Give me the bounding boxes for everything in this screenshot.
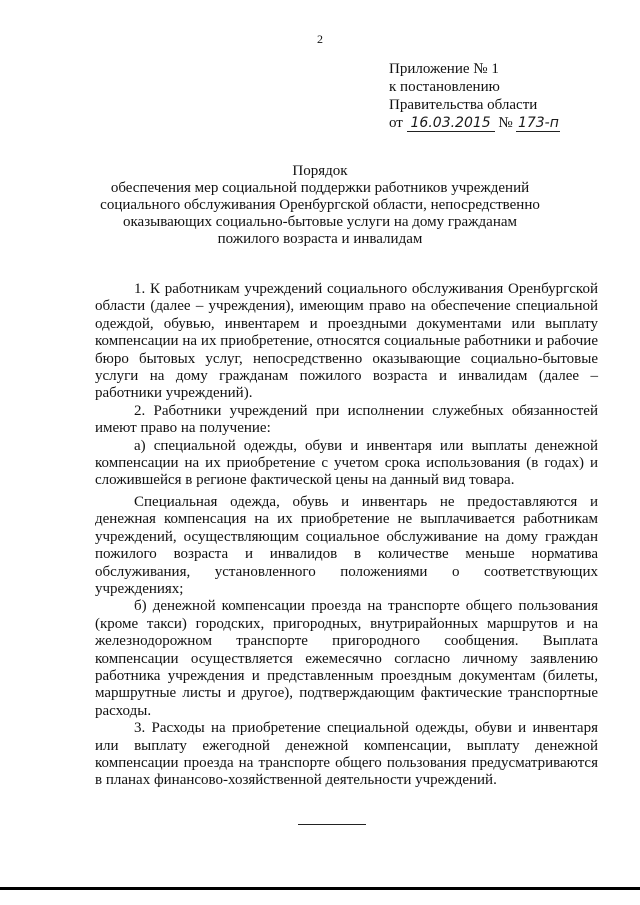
- appendix-date-line: [389, 114, 560, 132]
- page-number: 2: [317, 32, 323, 46]
- from-label: от: [389, 115, 403, 131]
- number-label: №: [498, 115, 513, 131]
- title-line-1: обеспечения мер социальной поддержки работников учреждений: [110, 180, 530, 196]
- title-line-3: оказывающих социально-бытовые услуги на дому гражданам: [122, 214, 518, 230]
- appendix-header: [389, 60, 560, 132]
- handwritten-date: 16.03.2015: [407, 116, 495, 132]
- paragraph-1: 1. К работникам учреждений социального обслуживания Оренбургской области (далее – учреждения), имеющим право на обеспечение специальной одеждой, обувью, инвентарем и проездными документами или выплату компенсации на их приобретение, относятся социальные работники и рабочие бюро бытовых услуг, непосредственно оказывающие социально-бытовые услуги на дому гражданам пожилого возраста и инвалидам (далее – работники учреждений).: [95, 281, 598, 402]
- paragraph-2b: б) денежной компенсации проезда на транспорте общего пользования (кроме такси) городских, пригородных, внутрирайонных маршрутов и на железнодорожном транспорте пригородного сообщения. Выплата компенсации осуществляется ежемесячно согласно личному заявлению работника учреждения и представленным проездным документам (билеты, маршрутные листы и другое), подтверждающим фактические транспортные расходы.: [95, 598, 598, 719]
- document-title: [0, 163, 640, 248]
- appendix-line-1: Приложение № 1: [389, 61, 499, 77]
- title-line-4: пожилого возраста и инвалидам: [217, 231, 423, 247]
- paragraph-2a: а) специальной одежды, обуви и инвентаря или выплаты денежной компенсации на их приобретение с учетом срока использования (в годах) и сложившейся в регионе фактической цены на данный вид товара.: [95, 437, 598, 489]
- paragraph-2a-note: Специальная одежда, обувь и инвентарь не предоставляются и денежная компенсация на их приобретение не выплачивается работникам учреждений, осуществляющим социальное обслуживание на дому граждан пожилого возраста и инвалидов в количестве меньше норматива обслуживания, установленного положениями о соответствующих учреждениях;: [95, 493, 598, 597]
- appendix-line-2: к постановлению: [389, 79, 500, 95]
- title-line-2: социального обслуживания Оренбургской области, непосредственно: [100, 197, 540, 213]
- handwritten-number: 173-п: [517, 115, 559, 131]
- scan-bottom-edge: [0, 887, 640, 890]
- paragraph-2: 2. Работники учреждений при исполнении служебных обязанностей имеют право на получение:: [95, 402, 598, 437]
- closing-divider: [298, 824, 366, 825]
- title-heading: Порядок: [292, 163, 348, 179]
- appendix-line-3: Правительства области: [389, 97, 538, 113]
- paragraph-3: 3. Расходы на приобретение специальной одежды, обуви и инвентаря или выплату ежегодной денежной компенсации, выплату денежной компенсации проезда на транспорте общего пользования предусматриваются в планах финансово-хозяйственной деятельности учреждений.: [95, 720, 598, 789]
- document-body: [95, 281, 598, 790]
